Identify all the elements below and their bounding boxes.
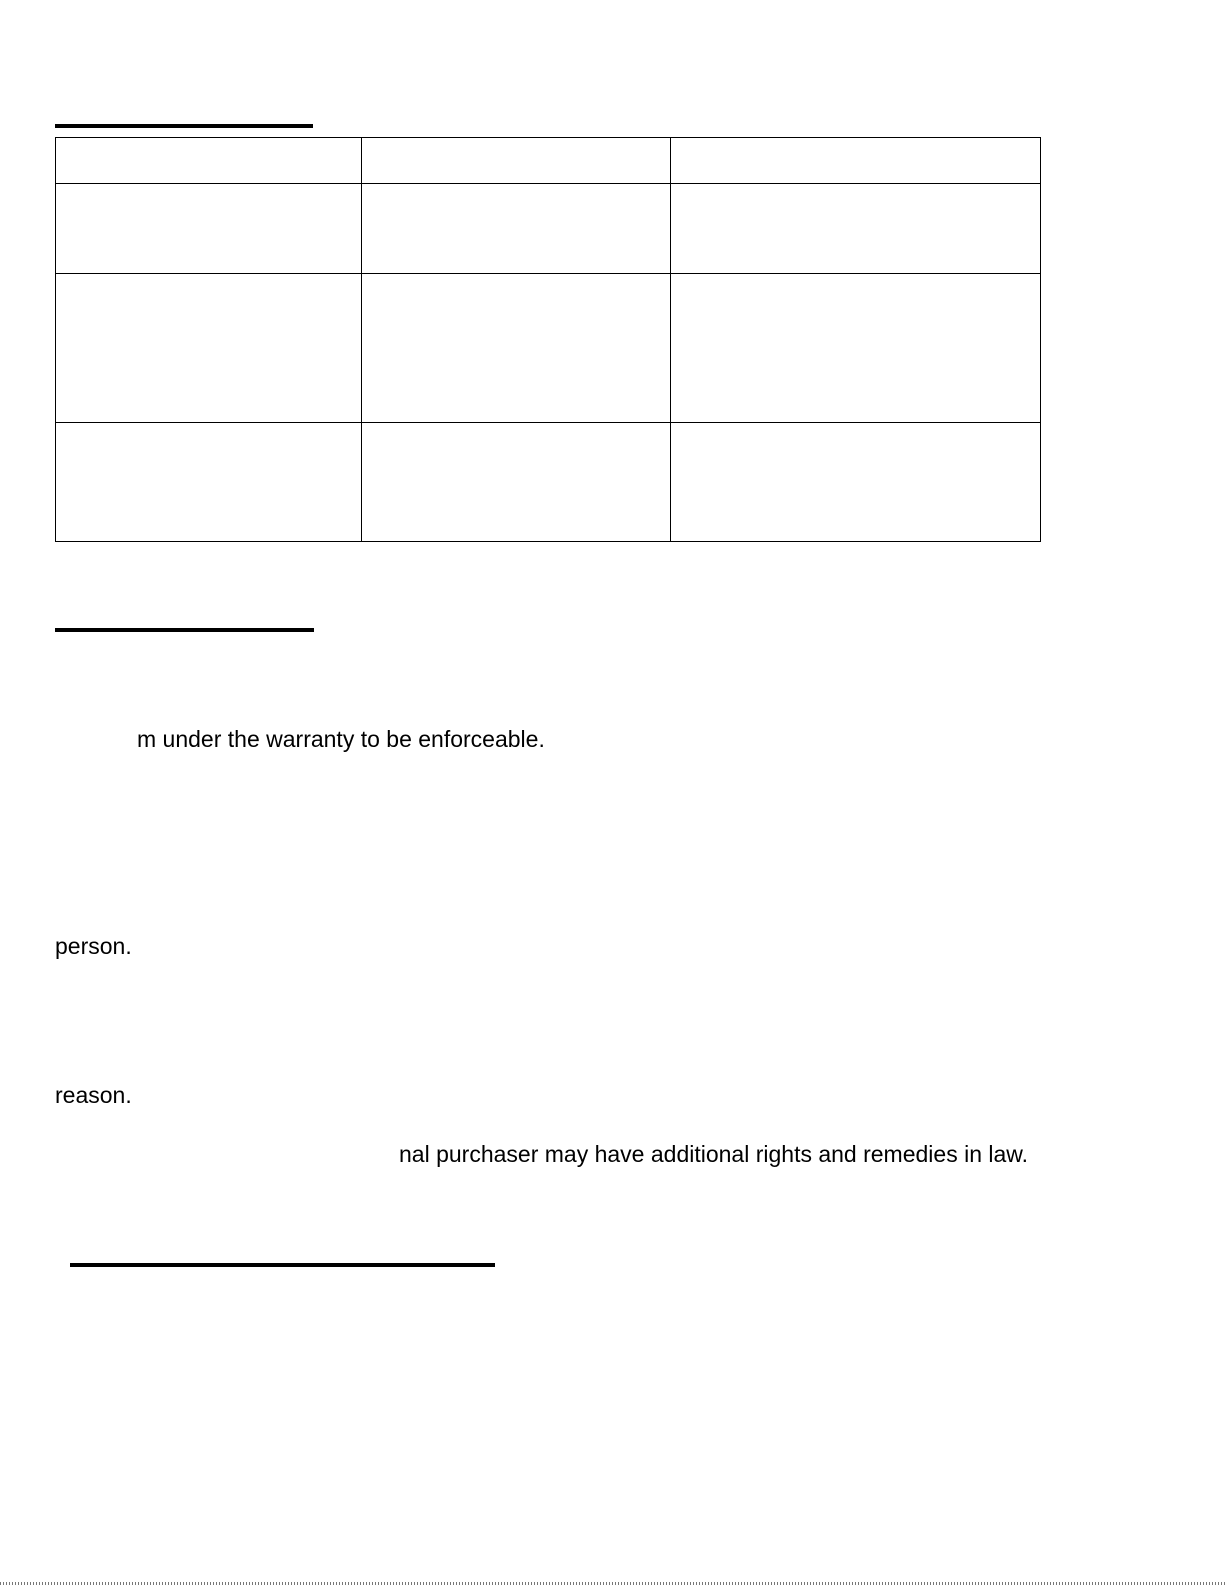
table-cell <box>362 184 671 274</box>
table-cell <box>362 423 671 542</box>
table-cell <box>671 184 1041 274</box>
table-cell <box>671 423 1041 542</box>
table-row <box>56 274 1041 423</box>
table-cell <box>362 274 671 423</box>
heading-underline-1 <box>55 124 313 128</box>
table-cell <box>56 138 362 184</box>
empty-table <box>55 137 1041 542</box>
table-cell <box>56 184 362 274</box>
table-row <box>56 423 1041 542</box>
text-line-reason: reason. <box>55 1082 132 1108</box>
text-line-enforceable: m under the warranty to be enforceable. <box>137 726 545 752</box>
table-cell <box>362 138 671 184</box>
text-line-remedies: nal purchaser may have additional rights and remedies in law. <box>399 1141 1029 1167</box>
text-line-person: person. <box>55 933 132 959</box>
table-row <box>56 138 1041 184</box>
heading-underline-3 <box>70 1263 495 1267</box>
table-cell <box>56 423 362 542</box>
table-cell <box>671 274 1041 423</box>
table-cell <box>56 274 362 423</box>
heading-underline-2 <box>55 628 314 632</box>
table-row <box>56 184 1041 274</box>
table-cell <box>671 138 1041 184</box>
